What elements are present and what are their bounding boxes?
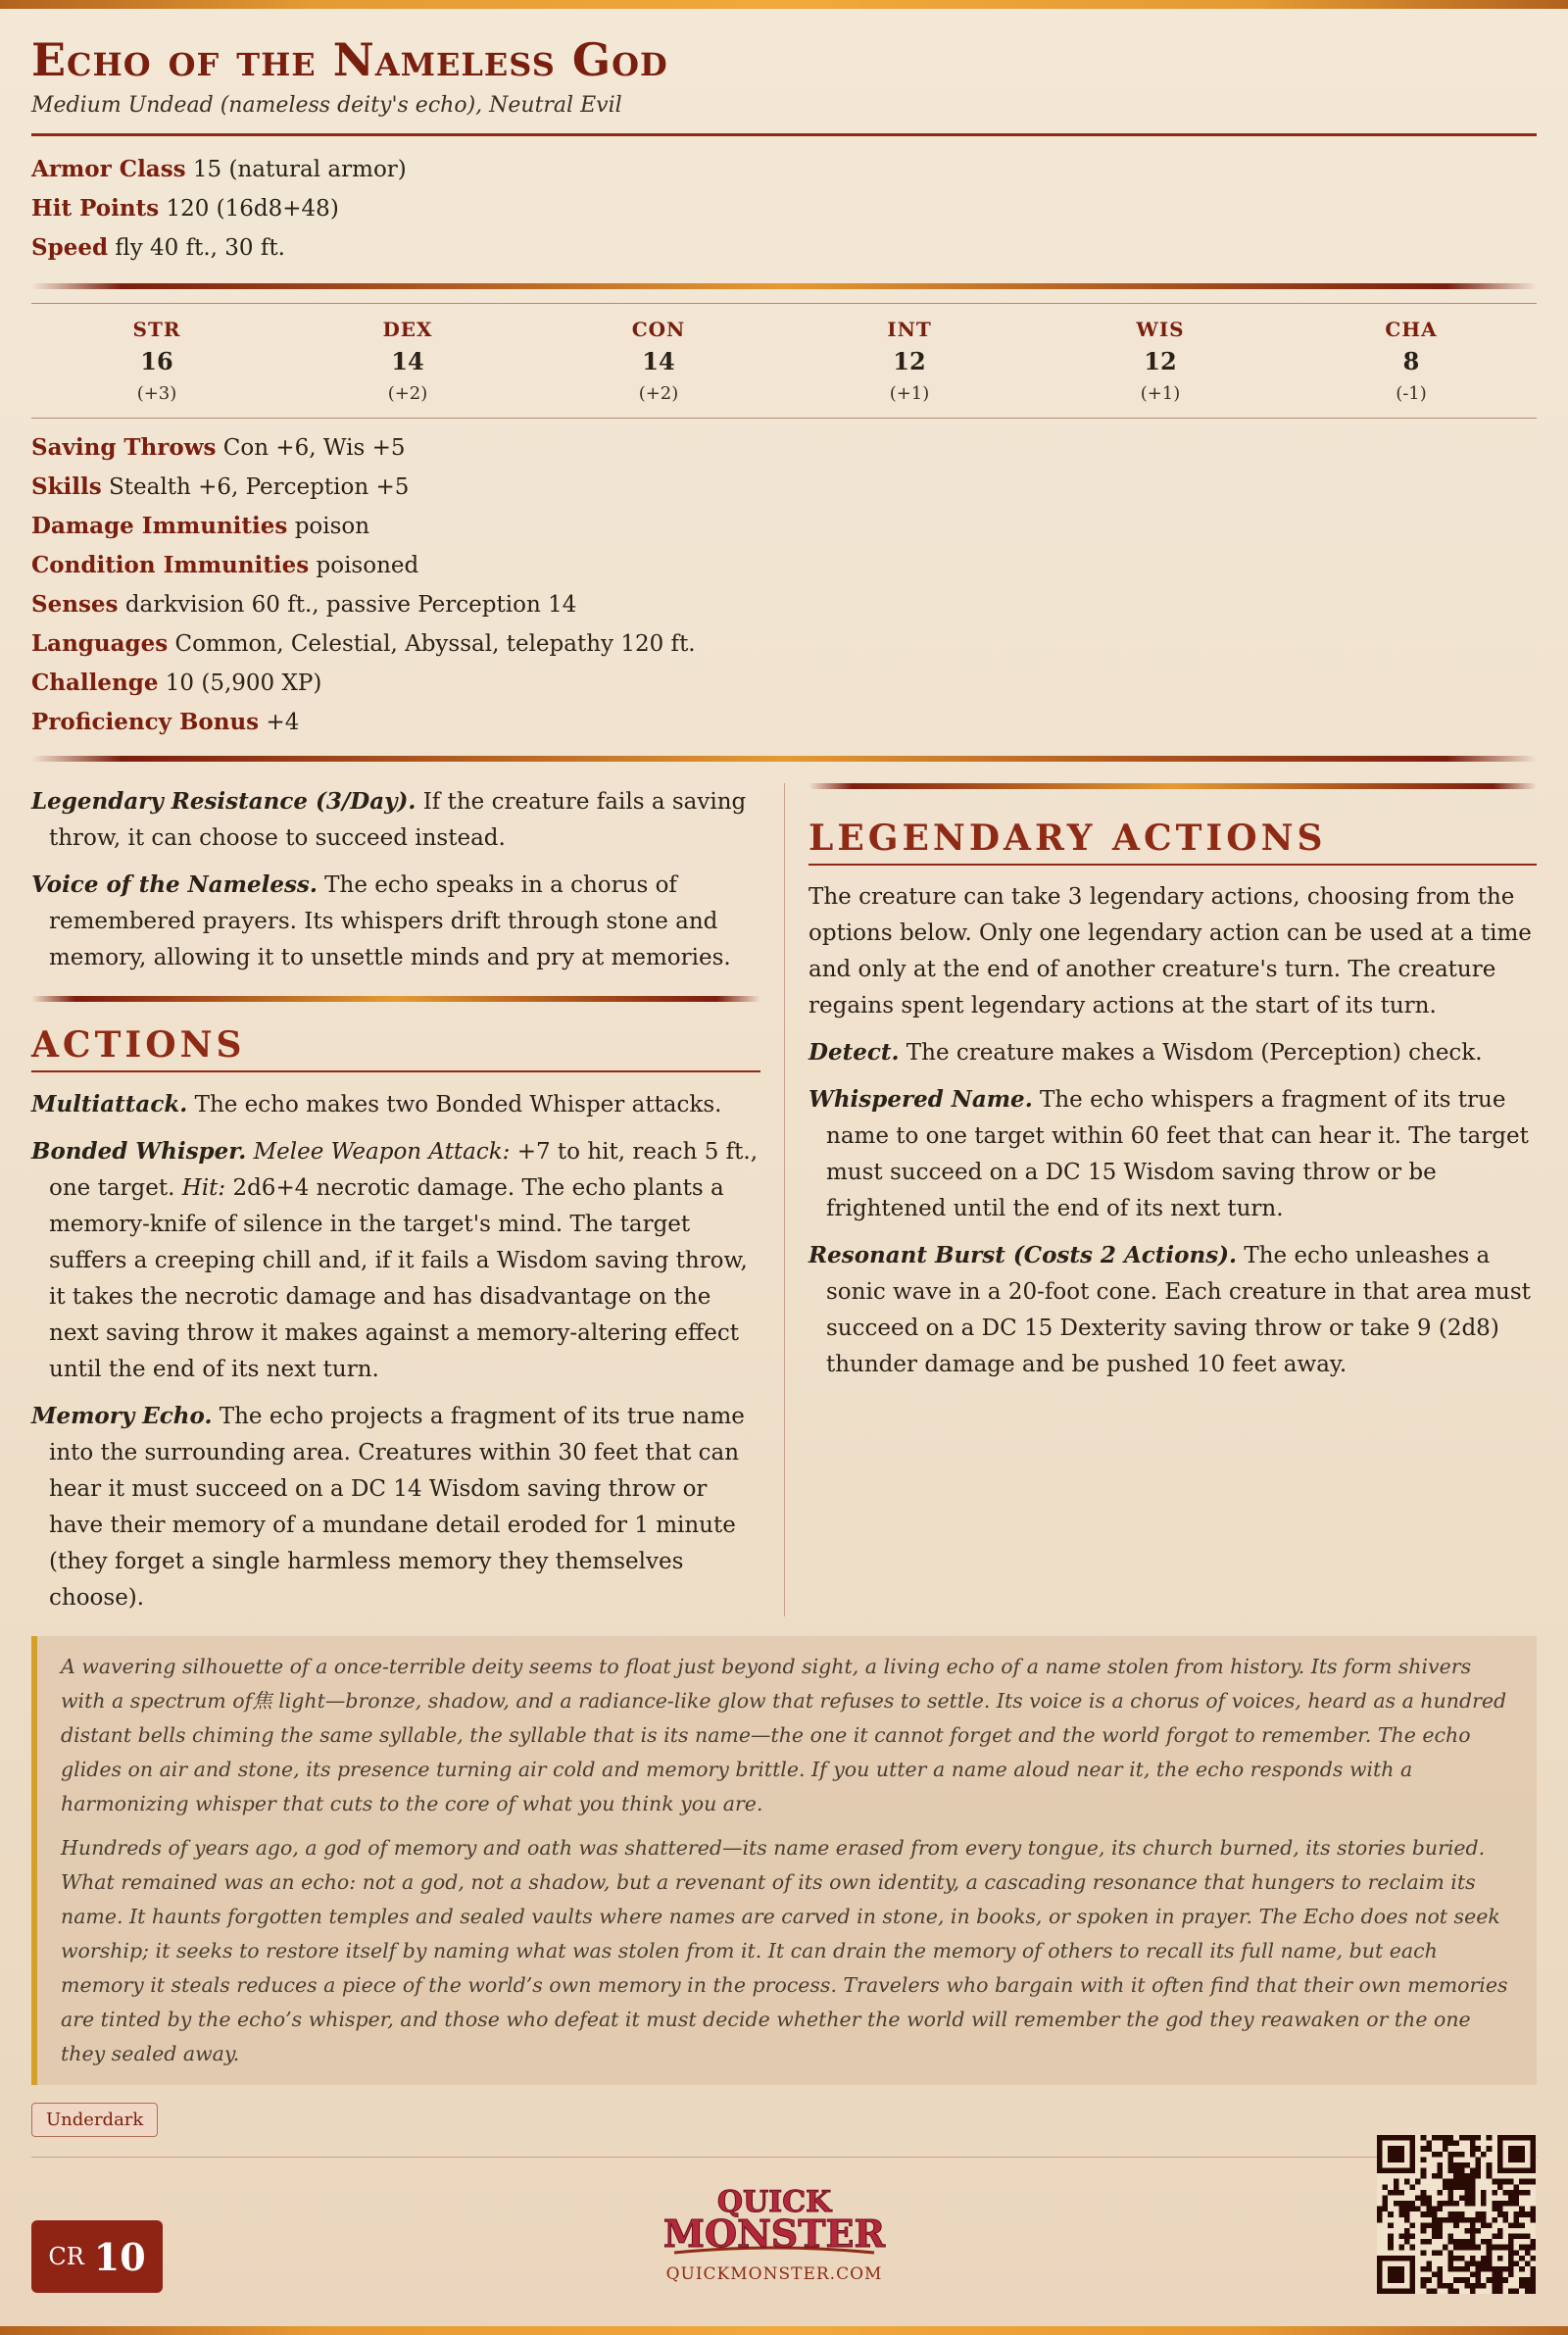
svg-text:QUICK: QUICK xyxy=(716,2185,832,2219)
ability-con: CON 14 (+2) xyxy=(631,318,686,404)
two-column-body xyxy=(31,783,1537,1616)
monster-name: Echo of the Nameless God xyxy=(31,33,668,86)
armor-class: Armor Class 15 (natural armor) xyxy=(31,156,407,182)
section-divider xyxy=(31,996,760,1002)
ability-int: INT 12 (+1) xyxy=(887,318,932,404)
core-stats xyxy=(31,150,1537,268)
flavor-text-box xyxy=(31,1636,1537,2085)
legendary-rule xyxy=(808,864,1537,866)
bottom-accent-bar xyxy=(0,2326,1568,2335)
challenge: Challenge 10 (5,900 XP) xyxy=(31,670,322,696)
senses: Senses darkvision 60 ft., passive Perception 14 xyxy=(31,591,577,618)
saving-throws: Saving Throws Con +6, Wis +5 xyxy=(31,434,406,461)
flavor-paragraph: A wavering silhouette of a once-terrible deity seems to float just beyond sight, a living echo of a name stolen from history. Its form shivers with a spectrum of焦 light—bronze, shadow, and a radiance-like glow that refuses to settle. Its voice is a chorus of voices, heard as a hundred distant bells chiming the same syllable, the syllable that is its name—the one it cannot forget and the world forgot to remember. The echo glides on air and stone, its presence turning air cold and memory brittle. If you utter a name aloud near it, the echo responds with a harmonizing whisper that cuts to the core of what you think you are. xyxy=(61,1655,1507,1815)
left-column xyxy=(31,783,785,1616)
environment-tag[interactable]: Underdark xyxy=(31,2103,158,2137)
actions-rule xyxy=(31,1070,760,1072)
right-column xyxy=(785,783,1537,1616)
legendary-intro: The creature can take 3 legendary actions, choosing from the options below. Only one legendary action can be used at a time and only at the end of another creature's turn. The creature regains spent legendary actions at the start of its turn. xyxy=(808,884,1532,1018)
languages: Languages Common, Celestial, Abyssal, telepathy 120 ft. xyxy=(31,630,696,657)
skills: Skills Stealth +6, Perception +5 xyxy=(31,473,410,500)
trait-voice-of-the-nameless: Voice of the Nameless. The echo speaks in a chorus of remembered prayers. Its whispers drift through stone and memory, allowing it to unsettle minds and pry at memories. xyxy=(31,871,731,970)
cr-label: CR xyxy=(48,2243,84,2270)
legendary-resonant-burst: Resonant Burst (Costs 2 Actions). The echo unleashes a sonic wave in a 20-foot cone. Each creature in that area must succeed on a DC 15 Dexterity saving throw or take 9 (2d8) thunder damage and be pushed 10 feet away. xyxy=(808,1242,1531,1377)
speed: Speed fly 40 ft., 30 ft. xyxy=(31,234,285,261)
title-divider xyxy=(31,133,1537,136)
trait-legendary-resistance: Legendary Resistance (3/Day). If the creature fails a saving throw, it can choose to succeed instead. xyxy=(31,788,747,851)
website-url[interactable]: QUICKMONSTER.COM xyxy=(665,2264,883,2284)
action-memory-echo: Memory Echo. The echo projects a fragment of its true name into the surrounding area. Creatures within 30 feet that can hear it must succeed on a DC 14 Wisdom saving throw or have their memory of a mundane detail eroded for 1 minute (they forget a single harmless memory they themselves choose). xyxy=(31,1403,745,1611)
stat-block xyxy=(31,9,1537,2158)
monster-type-line: Medium Undead (nameless deity's echo), Neutral Evil xyxy=(31,93,622,118)
detail-stats xyxy=(31,428,1537,742)
action-bonded-whisper: Bonded Whisper. Melee Weapon Attack: +7 to hit, reach 5 ft., one target. Hit: 2d6+4 necrotic damage. The echo plants a memory-knife of silence in the target's mind. The target suffers a creeping chill and, if it fails a Wisdom saving throw, it takes the necrotic damage and has disadvantage on the next saving throw it makes against a memory-altering effect until the end of its next turn. xyxy=(31,1138,759,1382)
legendary-whispered-name: Whispered Name. The echo whispers a fragment of its true name to one target within 60 feet that can hear it. The target must succeed on a DC 15 Wisdom saving throw or be frightened until the end of its next turn. xyxy=(808,1086,1529,1221)
damage-immunities: Damage Immunities poison xyxy=(31,513,370,539)
ability-wis: WIS 12 (+1) xyxy=(1136,318,1185,404)
ability-dex: DEX 14 (+2) xyxy=(382,318,433,404)
quickmonster-logo[interactable] xyxy=(647,2184,902,2284)
legendary-actions-heading: LEGENDARY ACTIONS xyxy=(808,818,1327,859)
section-divider xyxy=(31,283,1537,289)
svg-text:MONSTER: MONSTER xyxy=(662,2211,886,2256)
actions-heading: ACTIONS xyxy=(31,1024,246,1066)
hit-points: Hit Points 120 (16d8+48) xyxy=(31,195,339,222)
cr-value: 10 xyxy=(93,2234,146,2279)
top-accent-bar xyxy=(0,0,1568,9)
cr-badge xyxy=(31,2220,163,2293)
ability-str: STR 16 (+3) xyxy=(132,318,181,404)
section-divider xyxy=(808,783,1537,789)
legendary-detect: Detect. The creature makes a Wisdom (Perception) check. xyxy=(808,1039,1483,1066)
condition-immunities: Condition Immunities poisoned xyxy=(31,552,419,578)
qr-code[interactable] xyxy=(1377,2135,1536,2294)
proficiency-bonus: Proficiency Bonus +4 xyxy=(31,709,300,735)
flavor-paragraph: Hundreds of years ago, a god of memory and oath was shattered—its name erased from every tongue, its church burned, its stories buried. What remained was an echo: not a god, not a shadow, but a revenant of its own identity, a cascading resonance that hungers to reclaim its name. It haunts forgotten temples and sealed vaults where names are carved in stone, in books, or spoken in prayer. The Echo does not seek worship; it seeks to restore itself by naming what was stolen from it. It can drain the memory of others to recall its full name, but each memory it steals reduces a piece of the world’s own memory in the process. Travelers who bargain with it often find that their own memories are tinted by the echo’s whisper, and those who defeat it must decide whether the world will remember the god they reawaken or the one they sealed away. xyxy=(61,1836,1508,2065)
action-multiattack: Multiattack. The echo makes two Bonded Whisper attacks. xyxy=(31,1091,722,1118)
footer-divider xyxy=(31,2157,1537,2158)
logo-wordmark xyxy=(657,2184,892,2260)
ability-cha: CHA 8 (-1) xyxy=(1385,318,1438,404)
ability-scores xyxy=(31,303,1537,419)
section-divider xyxy=(31,756,1537,762)
